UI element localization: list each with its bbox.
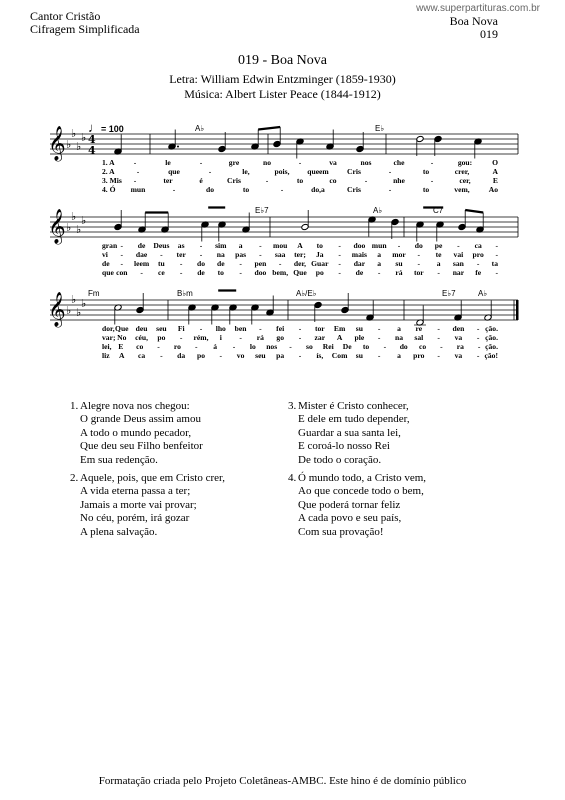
lyric-syllable: a: [397, 351, 401, 360]
lyric-syllable: su: [395, 259, 403, 268]
lyric-syllable: po: [157, 333, 166, 342]
lyric-syllable: vai: [453, 250, 464, 259]
lyric-hyphen: -: [437, 268, 440, 277]
lyric-hyphen: -: [289, 342, 292, 351]
lyric-hyphen: -: [179, 333, 183, 342]
verse-line: E dele em tudo depender,: [298, 413, 410, 426]
lyric-hyphen: -: [199, 324, 203, 333]
flat-icon: ♭: [76, 306, 82, 319]
lyric-syllable: 4. Ó: [102, 185, 116, 194]
lyric-syllable: ce: [158, 268, 165, 277]
lyric-syllable: de: [197, 268, 205, 277]
lyric-hyphen: -: [278, 259, 282, 268]
collection-name: Cantor Cristão: [30, 9, 101, 23]
lyric-hyphen: -: [417, 259, 421, 268]
lyric-syllable: tor: [314, 324, 325, 333]
lyric-syllable: ra: [456, 342, 464, 351]
tempo-marking: [88, 119, 124, 137]
flat-icon: ♭: [81, 214, 87, 227]
lyric-syllable: sim: [215, 241, 227, 250]
lyric-syllable: ta: [491, 259, 498, 268]
verse-line: O grande Deus assim amou: [80, 413, 201, 426]
lyric-syllable: mais: [351, 250, 367, 259]
lyric-hyphen: -: [430, 158, 434, 167]
lyric-syllable: Cris: [347, 167, 361, 176]
chord-symbol: E♭7: [255, 206, 269, 215]
lyric-hyphen: -: [495, 268, 498, 277]
time-signature-top: 4: [88, 133, 96, 146]
lyric-syllable: rá: [256, 333, 264, 342]
lyric-syllable: mun: [130, 185, 146, 194]
lyric-hyphen: -: [160, 250, 163, 259]
lyric-syllable: Deus: [153, 241, 170, 250]
verse-number: 1.: [70, 400, 79, 412]
chord-symbol: E♭: [375, 124, 385, 133]
lyric-syllable: vo: [236, 351, 245, 360]
lyric-syllable: va: [454, 333, 463, 342]
lyric-hyphen: -: [377, 268, 381, 277]
lyric-hyphen: -: [495, 250, 498, 259]
hymn-name: Boa Nova: [449, 14, 498, 28]
lyric-syllable: gou:: [457, 158, 473, 167]
lyric-syllable: pas: [235, 250, 247, 259]
lyric-syllable: Cris: [227, 176, 241, 185]
lyric-hyphen: -: [199, 250, 203, 259]
note-beam: [258, 127, 280, 130]
lyric-syllable: mor: [392, 250, 406, 259]
lyric-syllable: to: [422, 185, 430, 194]
verse-line: A cada povo e seu país,: [298, 512, 402, 525]
lyric-syllable: co: [418, 342, 427, 351]
lyric-hyphen: -: [417, 250, 421, 259]
lyric-syllable: A: [119, 351, 125, 360]
lyric-hyphen: -: [430, 176, 434, 185]
lyric-syllable: do: [414, 241, 423, 250]
lyric-hyphen: -: [298, 158, 302, 167]
lyric-hyphen: -: [476, 259, 480, 268]
lyric-syllable: co: [136, 342, 144, 351]
lyric-syllable: seu: [255, 351, 266, 360]
lyric-syllable: Em: [333, 324, 346, 333]
lyric-hyphen: -: [239, 333, 242, 342]
lyric-syllable: ter: [163, 176, 173, 185]
lyric-syllable: 1. A: [102, 158, 115, 167]
edition-name: Cifragem Simplificada: [30, 22, 140, 36]
verse-number: 2.: [70, 472, 79, 484]
lyric-syllable: deu: [135, 324, 148, 333]
lyric-hyphen: -: [179, 259, 183, 268]
final-barline: [516, 300, 519, 320]
verse-line: Guardar a sua santa lei,: [298, 426, 401, 439]
lyric-syllable: dar: [353, 259, 366, 268]
footer-note: Formatação criada pelo Projeto Coletâneas-AMBC. Este hino é de domínio público: [98, 775, 467, 787]
flat-icon: ♭: [81, 131, 87, 144]
lyric-syllable: sal: [414, 333, 424, 342]
lyric-syllable: ca: [474, 241, 482, 250]
lyric-syllable: vi: [102, 250, 108, 259]
lyric-syllable: E: [118, 342, 124, 351]
lyric-syllable: Ao: [488, 185, 498, 194]
lyric-syllable: ção.: [485, 342, 498, 351]
lyric-syllable: 2. A: [102, 167, 115, 176]
lyric-syllable: de: [217, 259, 225, 268]
verse-line: Jamais a morte vai provar;: [80, 498, 197, 511]
lyric-hyphen: -: [440, 342, 443, 351]
lyric-syllable: de: [355, 268, 364, 277]
quarter-note-icon: ♩: [88, 120, 101, 135]
time-signature-bottom: 4: [88, 144, 96, 157]
lyric-syllable: céu,: [135, 333, 149, 342]
lyric-syllable: de: [137, 241, 146, 250]
lyric-syllable: A: [492, 167, 498, 176]
lyric-syllable: to: [422, 167, 430, 176]
lyric-syllable: zar: [314, 333, 326, 342]
lyric-syllable: so: [306, 342, 313, 351]
tempo-value: = 100: [101, 124, 124, 134]
lyric-syllable: con: [116, 268, 128, 277]
lyric-syllable: tu: [158, 259, 165, 268]
verse-line: Alegre nova nos chegou:: [80, 400, 190, 412]
lyric-hyphen: -: [232, 342, 236, 351]
lyric-syllable: lei,: [102, 342, 112, 351]
lyric-hyphen: -: [338, 250, 341, 259]
lyrics-credit: Letra: William Edwin Entzminger (1859-1930): [169, 72, 396, 86]
lyric-hyphen: -: [136, 167, 140, 176]
lyric-hyphen: -: [120, 259, 124, 268]
lyric-syllable: va: [329, 158, 337, 167]
lyric-syllable: den: [452, 324, 465, 333]
lyric-syllable: su: [355, 351, 363, 360]
lyric-syllable: rém,: [193, 333, 209, 342]
lyric-syllable: to: [316, 241, 323, 250]
lyric-syllable: A: [336, 333, 343, 342]
lyric-hyphen: -: [364, 176, 368, 185]
lyric-hyphen: -: [199, 158, 203, 167]
lyric-hyphen: -: [120, 250, 124, 259]
lyric-hyphen: -: [239, 259, 242, 268]
lyric-syllable: do: [196, 259, 206, 268]
lyric-hyphen: -: [477, 342, 481, 351]
lyric-syllable: der,: [293, 259, 307, 268]
lyric-syllable: re: [415, 324, 423, 333]
lyric-syllable: Guar: [311, 259, 329, 268]
verse-line: Em sua redenção.: [80, 453, 158, 466]
lyric-syllable: 3. Mis: [102, 176, 122, 185]
lyric-syllable: ís,: [316, 351, 324, 360]
verse-line: De todo o coração.: [298, 453, 382, 466]
lyric-syllable: De: [342, 342, 352, 351]
lyric-syllable: nos: [360, 158, 372, 167]
lyric-syllable: gre: [228, 158, 240, 167]
lyric-syllable: tor: [413, 268, 424, 277]
lyric-syllable: as: [177, 241, 185, 250]
lyric-syllable: che: [393, 158, 405, 167]
hymn-number: 019: [480, 27, 498, 41]
lyric-syllable: va: [454, 351, 463, 360]
flat-icon: ♭: [81, 297, 87, 310]
flat-icon: ♭: [71, 127, 77, 140]
lyric-hyphen: -: [208, 167, 212, 176]
lyric-syllable: ca: [138, 351, 146, 360]
lyric-hyphen: -: [298, 333, 302, 342]
lyric-syllable: i: [219, 333, 222, 342]
lyric-syllable: do: [399, 342, 408, 351]
lyric-syllable: nos: [266, 342, 278, 351]
flat-icon: ♭: [76, 223, 82, 236]
lyric-hyphen: -: [239, 268, 242, 277]
lyric-hyphen: -: [377, 333, 381, 342]
lyric-hyphen: -: [199, 241, 203, 250]
lyric-hyphen: -: [280, 185, 284, 194]
lyric-syllable: lo: [249, 342, 256, 351]
lyric-syllable: le,: [242, 167, 250, 176]
lyric-syllable: po: [315, 268, 324, 277]
lyric-hyphen: -: [338, 241, 341, 250]
flat-icon: ♭: [76, 140, 82, 153]
lyric-syllable: lho: [215, 324, 226, 333]
lyric-syllable: ple: [354, 333, 365, 342]
verse-line: Que poderá tornar feliz: [298, 498, 401, 511]
lyric-hyphen: -: [338, 259, 341, 268]
treble-clef-icon: 𝄞: [48, 126, 66, 161]
lyric-syllable: pen: [254, 259, 267, 268]
lyric-hyphen: -: [476, 324, 480, 333]
lyric-syllable: Que: [293, 268, 307, 277]
verse-line: E coroá-lo nosso Rei: [298, 440, 390, 453]
lyric-syllable: é: [199, 176, 203, 185]
chord-symbol: A♭: [195, 124, 205, 133]
treble-clef-icon: 𝄞: [48, 209, 66, 244]
lyric-syllable: cer,: [459, 176, 471, 185]
lyric-syllable: pro: [413, 351, 425, 360]
lyric-syllable: A: [297, 241, 303, 250]
lyric-syllable: ção!: [484, 351, 498, 360]
lyric-hyphen: -: [388, 167, 392, 176]
lyric-syllable: crer,: [454, 167, 470, 176]
lyric-syllable: a: [238, 241, 243, 250]
lyric-syllable: ter;: [294, 250, 306, 259]
verse-line: Mister é Cristo conhecer,: [298, 400, 409, 412]
lyric-hyphen: -: [298, 351, 302, 360]
lyric-syllable: fei: [276, 324, 285, 333]
lyric-hyphen: -: [338, 268, 341, 277]
verse-line: Aquele, pois, que em Cristo crer,: [80, 472, 225, 484]
lyric-hyphen: -: [377, 351, 381, 360]
lyric-hyphen: -: [133, 176, 137, 185]
lyric-hyphen: -: [397, 241, 401, 250]
lyric-syllable: á: [213, 342, 218, 351]
lyric-syllable: co: [329, 176, 337, 185]
lyric-syllable: pe: [434, 241, 443, 250]
lyric-hyphen: -: [157, 342, 160, 351]
lyric-hyphen: -: [388, 185, 392, 194]
lyric-syllable: doo: [353, 241, 366, 250]
lyric-syllable: Rei: [322, 342, 334, 351]
verse-line: Ó mundo todo, a Cristo vem,: [298, 472, 427, 484]
lyric-hyphen: -: [120, 241, 124, 250]
lyric-syllable: leem: [134, 259, 150, 268]
chord-symbol: B♭m: [177, 289, 193, 298]
lyric-syllable: no: [262, 158, 272, 167]
lyric-syllable: ro: [173, 342, 181, 351]
lyric-syllable: No: [117, 333, 127, 342]
lyric-syllable: a: [377, 259, 382, 268]
lyric-syllable: ção.: [485, 333, 498, 342]
lyric-syllable: doo: [254, 268, 267, 277]
lyric-hyphen: -: [160, 351, 163, 360]
lyric-syllable: saa: [274, 250, 286, 259]
lyric-syllable: to: [362, 342, 370, 351]
note-beam: [465, 210, 483, 213]
lyric-syllable: te: [435, 250, 442, 259]
flat-icon: ♭: [71, 293, 77, 306]
lyric-hyphen: -: [259, 324, 262, 333]
lyric-hyphen: -: [437, 333, 440, 342]
lyric-syllable: rá: [395, 268, 403, 277]
lyric-hyphen: -: [259, 250, 262, 259]
lyric-syllable: queem: [307, 167, 329, 176]
lyric-syllable: seu: [156, 324, 167, 333]
lyric-syllable: do,a: [311, 185, 325, 194]
lyric-syllable: bem,: [272, 268, 289, 277]
lyric-syllable: mun: [371, 241, 387, 250]
verse-line: A todo o mundo pecador,: [80, 426, 192, 439]
verse-line: A vida eterna passa a ter;: [80, 485, 191, 498]
lyric-hyphen: -: [437, 324, 440, 333]
verse-line: Com sua provação!: [298, 525, 384, 538]
verse-line: A plena salvação.: [80, 525, 158, 538]
lyric-syllable: Com: [331, 351, 348, 360]
lyric-syllable: Que: [115, 324, 129, 333]
lyric-hyphen: -: [172, 185, 176, 194]
lyric-syllable: nhe: [393, 176, 405, 185]
lyric-syllable: fe: [475, 268, 482, 277]
lyric-syllable: pro: [472, 250, 484, 259]
lyric-hyphen: -: [259, 241, 262, 250]
lyric-syllable: liz: [102, 351, 110, 360]
chord-symbol: C7: [433, 206, 444, 215]
verse-number: 3.: [288, 400, 297, 412]
lyric-hyphen: -: [437, 351, 440, 360]
chord-symbol: A♭/E♭: [296, 289, 317, 298]
lyric-syllable: a: [397, 324, 401, 333]
lyric-syllable: a: [377, 250, 382, 259]
lyric-syllable: pois,: [274, 167, 290, 176]
verse-line: Ao que concede todo o bem,: [298, 485, 424, 498]
flat-icon: ♭: [66, 138, 72, 151]
lyric-syllable: le: [165, 158, 171, 167]
lyric-syllable: na: [394, 333, 404, 342]
chord-symbol: Fm: [88, 289, 100, 298]
lyric-syllable: to: [296, 176, 304, 185]
lyric-syllable: que: [168, 167, 180, 176]
chord-symbol: A♭: [478, 289, 488, 298]
lyric-syllable: Fi: [177, 324, 185, 333]
lyric-syllable: go: [276, 333, 284, 342]
chord-symbol: A♭: [373, 206, 383, 215]
lyric-hyphen: -: [265, 176, 269, 185]
verse-line: Que deu seu Filho benfeitor: [80, 440, 203, 453]
lyric-hyphen: -: [133, 158, 137, 167]
lyric-syllable: po: [196, 351, 206, 360]
lyric-syllable: su: [355, 324, 363, 333]
flat-icon: ♭: [66, 221, 72, 234]
lyric-syllable: na: [216, 250, 225, 259]
lyric-syllable: de: [102, 259, 110, 268]
lyric-hyphen: -: [476, 333, 480, 342]
lyric-hyphen: -: [383, 342, 387, 351]
lyric-syllable: to: [242, 185, 250, 194]
flat-icon: ♭: [71, 210, 77, 223]
lyric-syllable: Cris: [347, 185, 361, 194]
lyric-syllable: O: [492, 158, 498, 167]
lyric-syllable: gran: [102, 241, 118, 250]
lyric-hyphen: -: [495, 241, 498, 250]
lyric-syllable: da: [177, 351, 186, 360]
lyric-hyphen: -: [377, 324, 381, 333]
music-credit: Música: Albert Lister Peace (1844-1912): [184, 87, 381, 101]
lyric-hyphen: -: [195, 342, 198, 351]
chord-symbol: E♭7: [442, 289, 456, 298]
lyric-syllable: Ja: [316, 250, 324, 259]
flat-icon: ♭: [66, 304, 72, 317]
lyric-syllable: a: [436, 259, 441, 268]
lyric-hyphen: -: [219, 351, 223, 360]
lyric-syllable: san: [452, 259, 464, 268]
lyric-syllable: pa: [276, 351, 285, 360]
page-title: 019 - Boa Nova: [237, 53, 328, 68]
lyric-syllable: dor,: [102, 324, 115, 333]
lyric-syllable: ben: [234, 324, 247, 333]
lyric-syllable: E: [492, 176, 498, 185]
website-url[interactable]: www.superpartituras.com.br: [416, 3, 540, 14]
lyric-syllable: var;: [102, 333, 116, 342]
note-dot: [177, 146, 179, 148]
lyric-syllable: que: [102, 268, 114, 277]
lyric-hyphen: -: [298, 324, 302, 333]
lyric-hyphen: -: [457, 241, 460, 250]
lyric-syllable: do: [205, 185, 215, 194]
lyric-syllable: vem,: [454, 185, 470, 194]
verse-number: 4.: [288, 472, 297, 484]
lyric-syllable: nar: [452, 268, 465, 277]
lyric-syllable: daе: [135, 250, 148, 259]
lyric-syllable: ção.: [485, 324, 498, 333]
lyric-hyphen: -: [476, 351, 480, 360]
treble-clef-icon: 𝄞: [48, 292, 66, 327]
verse-line: No céu, porém, irá gozar: [80, 512, 190, 525]
lyric-hyphen: -: [140, 268, 143, 277]
lyric-hyphen: -: [179, 268, 183, 277]
lyric-syllable: to: [217, 268, 224, 277]
lyric-syllable: mou: [273, 241, 288, 250]
lyric-syllable: ter: [176, 250, 186, 259]
